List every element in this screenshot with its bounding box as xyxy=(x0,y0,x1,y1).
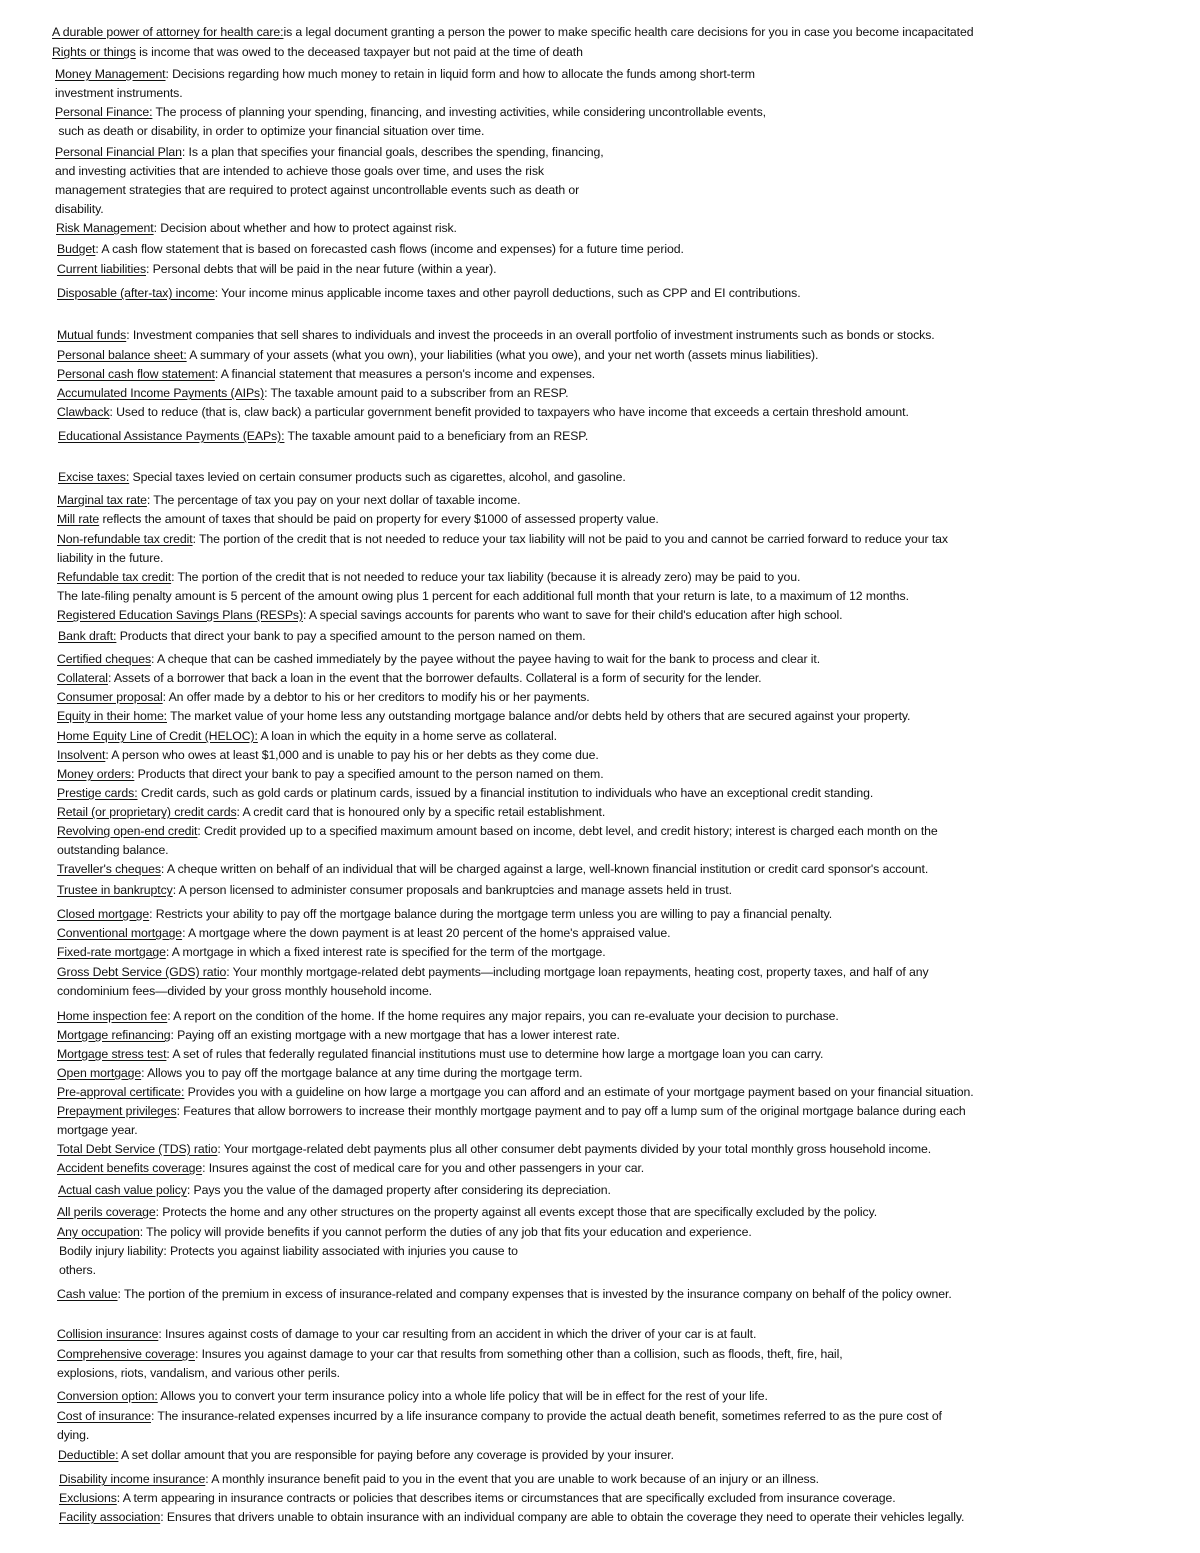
glossary-definition: : The insurance-related expenses incurred by a life insurance company to provide the actual death benefit, sometimes referred to as the pure cost of dying. xyxy=(57,1409,942,1442)
glossary-term: Accident benefits coverage xyxy=(57,1161,203,1175)
glossary-term: Exclusions xyxy=(59,1491,117,1505)
glossary-entry xyxy=(57,1102,966,1140)
glossary-entry xyxy=(57,1007,839,1026)
glossary-term: Revolving open-end credit xyxy=(57,824,198,838)
glossary-entry xyxy=(57,1387,768,1406)
glossary-definition: : A mortgage where the down payment is at least 20 percent of the home's appraised value. xyxy=(182,926,671,940)
glossary-term: Accumulated Income Payments (AIPs) xyxy=(57,386,265,400)
glossary-entry xyxy=(57,1203,877,1222)
glossary-term: Pre-approval certificate: xyxy=(57,1085,185,1099)
glossary-definition: : Allows you to pay off the mortgage balance at any time during the mortgage term. xyxy=(141,1066,583,1080)
glossary-term: Prestige cards: xyxy=(57,786,138,800)
glossary-term: Bank draft: xyxy=(58,629,117,643)
glossary-term: Prepayment privileges xyxy=(57,1104,177,1118)
glossary-term: Personal balance sheet: xyxy=(57,348,187,362)
glossary-entry xyxy=(55,65,755,103)
glossary-term: All perils coverage xyxy=(57,1205,156,1219)
glossary-definition: : The policy will provide benefits if you cannot perform the duties of any job that fits your education and experience. xyxy=(139,1225,752,1239)
glossary-term: Home Equity Line of Credit (HELOC): xyxy=(57,729,258,743)
glossary-entry xyxy=(52,43,583,62)
glossary-definition: : Investment companies that sell shares to individuals and invest the proceeds in an overall portfolio of investment instruments such as bonds or stocks. xyxy=(126,328,935,342)
glossary-entry xyxy=(57,260,497,279)
glossary-definition: Products that direct your bank to pay a specified amount to the person named on them. xyxy=(116,629,586,643)
glossary-definition: : Insures against costs of damage to your car resulting from an accident in which the driver of your car is at fault. xyxy=(158,1327,757,1341)
glossary-definition: Credit cards, such as gold cards or platinum cards, issued by a financial institution to individuals who have an exceptional credit standing. xyxy=(137,786,874,800)
glossary-definition: : Personal debts that will be paid in the near future (within a year). xyxy=(146,262,497,276)
glossary-entry xyxy=(59,1508,964,1527)
glossary-definition: : Restricts your ability to pay off the mortgage balance during the mortgage term unless you are willing to pay a financial penalty. xyxy=(149,907,833,921)
glossary-term: Personal Financial Plan xyxy=(55,145,182,159)
glossary-definition: Allows you to convert your term insurance policy into a whole life policy that will be in effect for the rest of your life. xyxy=(157,1389,768,1403)
glossary-definition: : A term appearing in insurance contracts or policies that describes items or circumstances that are specifically excluded from insurance coverage. xyxy=(116,1491,896,1505)
glossary-definition: : The portion of the credit that is not needed to reduce your tax liability (because it is already zero) may be paid to you. xyxy=(171,570,801,584)
glossary-term: Closed mortgage xyxy=(57,907,150,921)
glossary-term: Insolvent xyxy=(57,748,106,762)
glossary-definition: : Credit provided up to a specified maximum amount based on income, debt level, and credit history; interest is charged each month on the outstanding balance. xyxy=(57,824,938,857)
glossary-entry xyxy=(57,1325,756,1344)
glossary-definition: : Your income minus applicable income taxes and other payroll deductions, such as CPP and EI contributions. xyxy=(214,286,801,300)
glossary-definition: Products that direct your bank to pay a specified amount to the person named on them. xyxy=(134,767,604,781)
glossary-term: Risk Management xyxy=(56,221,154,235)
glossary-term: Cash value xyxy=(57,1287,118,1301)
glossary-entry xyxy=(57,1140,931,1159)
glossary-definition: reflects the amount of taxes that should be paid on property for every $1000 of assessed property value. xyxy=(99,512,659,526)
glossary-definition: The process of planning your spending, financing, and investing activities, while considering uncontrollable events, such as death or disability, in order to optimize your financial situation over time. xyxy=(58,105,766,138)
glossary-definition: : A person who owes at least $1,000 and is unable to pay his or her debts as they come due. xyxy=(105,748,599,762)
glossary-definition: Bodily injury liability: Protects you against liability associated with injuries you cause to others. xyxy=(59,1244,518,1277)
glossary-entry xyxy=(59,1489,896,1508)
glossary-term: Cost of insurance xyxy=(57,1409,151,1423)
glossary-definition: : Ensures that drivers unable to obtain insurance with an individual company are able to obtain the coverage they need to operate their vehicles legally. xyxy=(160,1510,965,1524)
glossary-entry xyxy=(57,346,818,365)
glossary-term: Trustee in bankruptcy xyxy=(57,883,173,897)
glossary-term: Retail (or proprietary) credit cards xyxy=(57,805,237,819)
glossary-entry xyxy=(57,924,670,943)
glossary-term: Facility association xyxy=(59,1510,161,1524)
glossary-term: Total Debt Service (TDS) ratio xyxy=(57,1142,218,1156)
glossary-entry xyxy=(57,530,948,568)
glossary-definition: : A set of rules that federally regulated financial institutions must use to determine how large a mortgage loan you can carry. xyxy=(166,1047,824,1061)
glossary-term: Budget xyxy=(57,242,96,256)
glossary-definition: : Assets of a borrower that back a loan in the event that the borrower defaults. Collateral is a form of security for the lender. xyxy=(107,671,762,685)
glossary-entry xyxy=(52,23,973,42)
glossary-entry xyxy=(57,905,832,924)
glossary-term: Any occupation xyxy=(57,1225,140,1239)
glossary-term: Mutual funds xyxy=(57,328,127,342)
glossary-entry xyxy=(58,627,586,646)
glossary-definition: : A person licensed to administer consumer proposals and bankruptcies and manage assets held in trust. xyxy=(172,883,732,897)
glossary-entry xyxy=(57,240,684,259)
glossary-definition: : The portion of the credit that is not needed to reduce your tax liability will not be paid to you and cannot be carried forward to reduce your tax liability in the future. xyxy=(57,532,948,565)
glossary-entry xyxy=(57,1026,620,1045)
glossary-term: Personal Finance: xyxy=(55,105,153,119)
glossary-term: Mortgage stress test xyxy=(57,1047,167,1061)
glossary-entry xyxy=(58,468,626,487)
glossary-term: Marginal tax rate xyxy=(57,493,147,507)
glossary-entry xyxy=(57,1083,974,1102)
glossary-term: Refundable tax credit xyxy=(57,570,172,584)
glossary-term: Gross Debt Service (GDS) ratio xyxy=(57,965,227,979)
glossary-entry xyxy=(57,587,909,606)
glossary-definition: : Paying off an existing mortgage with a new mortgage that has a lower interest rate. xyxy=(170,1028,620,1042)
glossary-definition: : Decision about whether and how to protect against risk. xyxy=(153,221,457,235)
glossary-entry xyxy=(57,384,568,403)
glossary-definition: : A mortgage in which a fixed interest rate is specified for the term of the mortgage. xyxy=(165,945,606,959)
glossary-entry xyxy=(57,765,604,784)
glossary-term: Current liabilities xyxy=(57,262,146,276)
glossary-entry xyxy=(57,1345,843,1383)
glossary-entry xyxy=(57,1285,952,1304)
glossary-term: Educational Assistance Payments (EAPs): xyxy=(58,429,285,443)
glossary-term: Actual cash value policy xyxy=(58,1183,187,1197)
glossary-definition: : Your mortgage-related debt payments plus all other consumer debt payments divided by your total monthly gross household income. xyxy=(217,1142,932,1156)
glossary-entry xyxy=(58,427,588,446)
glossary-definition: A summary of your assets (what you own), your liabilities (what you owe), and your net worth (assets minus liabilities). xyxy=(186,348,819,362)
glossary-entry xyxy=(57,284,801,303)
glossary-entry xyxy=(57,1159,644,1178)
glossary-definition: : A cheque that can be cashed immediately by the payee without the payee having to wait for the bank to process and clear it. xyxy=(151,652,821,666)
glossary-term: Money orders: xyxy=(57,767,135,781)
glossary-term: Excise taxes: xyxy=(58,470,130,484)
glossary-definition: : A credit card that is honoured only by a specific retail establishment. xyxy=(236,805,606,819)
glossary-entry xyxy=(57,803,605,822)
glossary-entry xyxy=(57,822,938,860)
glossary-entry xyxy=(57,606,842,625)
glossary-definition: : Insures against the cost of medical care for you and other passengers in your car. xyxy=(202,1161,645,1175)
glossary-term: Comprehensive coverage xyxy=(57,1347,195,1361)
glossary-entry xyxy=(57,707,910,726)
glossary-entry xyxy=(57,403,909,422)
glossary-entry xyxy=(57,727,557,746)
glossary-entry xyxy=(57,746,599,765)
glossary-term: Disposable (after-tax) income xyxy=(57,286,215,300)
glossary-definition: The taxable amount paid to a beneficiary from an RESP. xyxy=(284,429,589,443)
glossary-term: Registered Education Savings Plans (RESPs) xyxy=(57,608,303,622)
glossary-entry xyxy=(55,143,604,219)
glossary-term: Non-refundable tax credit xyxy=(57,532,193,546)
glossary-entry xyxy=(57,1045,823,1064)
glossary-entry xyxy=(58,1446,674,1465)
glossary-entry xyxy=(59,1470,819,1489)
glossary-definition: : Your monthly mortgage-related debt payments—including mortgage loan repayments, heating cost, property taxes, and half of any condominium fees—divided by your gross monthly household income. xyxy=(57,965,929,998)
glossary-entry xyxy=(57,688,590,707)
glossary-entry xyxy=(57,650,820,669)
glossary-term: A durable power of attorney for health care: xyxy=(52,25,284,39)
glossary-entry xyxy=(57,784,873,803)
glossary-entry xyxy=(57,1223,752,1242)
glossary-term: Certified cheques xyxy=(57,652,151,666)
glossary-term: Fixed-rate mortgage xyxy=(57,945,166,959)
glossary-entry xyxy=(56,219,457,238)
glossary-definition: A set dollar amount that you are responsible for paying before any coverage is provided by your insurer. xyxy=(118,1448,674,1462)
glossary-term: Consumer proposal xyxy=(57,690,163,704)
glossary-definition: : The portion of the premium in excess of insurance-related and company expenses that is invested by the insurance company on behalf of the policy owner. xyxy=(117,1287,952,1301)
glossary-definition: : The percentage of tax you pay on your next dollar of taxable income. xyxy=(146,493,521,507)
glossary-term: Conversion option: xyxy=(57,1389,158,1403)
glossary-entry xyxy=(57,1064,583,1083)
glossary-definition: A loan in which the equity in a home serve as collateral. xyxy=(257,729,557,743)
glossary-definition: : A monthly insurance benefit paid to you in the event that you are unable to work because of an injury or an illness. xyxy=(205,1472,819,1486)
glossary-term: Equity in their home: xyxy=(57,709,167,723)
glossary-entry xyxy=(57,881,732,900)
glossary-definition: : Pays you the value of the damaged property after considering its depreciation. xyxy=(186,1183,611,1197)
glossary-definition: : A special savings accounts for parents who want to save for their child's education after high school. xyxy=(302,608,843,622)
glossary-entry xyxy=(57,669,761,688)
glossary-definition: : Insures you against damage to your car that results from something other than a collision, such as floods, theft, fire, hail, explosions, riots, vandalism, and various other perils. xyxy=(57,1347,843,1380)
glossary-definition: : A report on the condition of the home. If the home requires any major repairs, you can re-evaluate your decision to purchase. xyxy=(167,1009,839,1023)
glossary-term: Collision insurance xyxy=(57,1327,159,1341)
glossary-entry xyxy=(57,568,800,587)
glossary-entry xyxy=(58,1181,611,1200)
glossary-term: Mill rate xyxy=(57,512,100,526)
glossary-entry xyxy=(59,1242,518,1280)
glossary-entry xyxy=(55,103,766,141)
glossary-term: Clawback xyxy=(57,405,110,419)
glossary-term: Conventional mortgage xyxy=(57,926,183,940)
glossary-term: Money Management xyxy=(55,67,166,81)
glossary-definition: : A cheque written on behalf of an individual that will be charged against a large, well-known financial institution or credit card sponsor's account. xyxy=(160,862,929,876)
glossary-definition: : Is a plan that specifies your financial goals, describes the spending, financing, and investing activities that are intended to achieve those goals over time, and uses the risk management strategies that are required to protect against uncontrollable events such as death or disability. xyxy=(55,145,604,216)
glossary-definition: : A cash flow statement that is based on forecasted cash flows (income and expenses) for a future time period. xyxy=(95,242,684,256)
glossary-definition: is a legal document granting a person the power to make specific health care decisions for you in case you become incapacitated xyxy=(283,25,974,39)
glossary-entry xyxy=(57,365,595,384)
glossary-term: Traveller's cheques xyxy=(57,862,161,876)
glossary-definition: Special taxes levied on certain consumer products such as cigarettes, alcohol, and gasoline. xyxy=(129,470,626,484)
glossary-definition: The late-filing penalty amount is 5 percent of the amount owing plus 1 percent for each additional full month that your return is late, to a maximum of 12 months. xyxy=(57,589,909,603)
glossary-definition: : A financial statement that measures a person's income and expenses. xyxy=(214,367,596,381)
glossary-definition: Provides you with a guideline on how large a mortgage you can afford and an estimate of your mortgage payment based on your financial situation. xyxy=(184,1085,974,1099)
glossary-definition: : Used to reduce (that is, claw back) a particular government benefit provided to taxpayers who have income that exceeds a certain threshold amount. xyxy=(109,405,909,419)
glossary-entry xyxy=(57,491,520,510)
glossary-entry xyxy=(57,860,928,879)
glossary-entry xyxy=(57,326,935,345)
glossary-term: Home inspection fee xyxy=(57,1009,168,1023)
glossary-definition: : The taxable amount paid to a subscriber from an RESP. xyxy=(264,386,569,400)
glossary-term: Disability income insurance xyxy=(59,1472,206,1486)
glossary-definition: : Decisions regarding how much money to retain in liquid form and how to allocate the funds among short-term investment instruments. xyxy=(55,67,755,100)
glossary-term: Mortgage refinancing xyxy=(57,1028,171,1042)
glossary-term: Personal cash flow statement xyxy=(57,367,215,381)
glossary-definition: : An offer made by a debtor to his or her creditors to modify his or her payments. xyxy=(162,690,590,704)
glossary-entry xyxy=(57,963,929,1001)
glossary-definition: is income that was owed to the deceased taxpayer but not paid at the time of death xyxy=(135,45,583,59)
glossary-term: Collateral xyxy=(57,671,108,685)
glossary-term: Rights or things xyxy=(52,45,136,59)
glossary-term: Deductible: xyxy=(58,1448,119,1462)
glossary-definition: The market value of your home less any outstanding mortgage balance and/or debts held by others that are secured against your property. xyxy=(167,709,911,723)
glossary-entry xyxy=(57,510,659,529)
glossary-term: Open mortgage xyxy=(57,1066,142,1080)
glossary-entry xyxy=(57,943,606,962)
glossary-definition: : Features that allow borrowers to increase their monthly mortgage payment and to pay off a lump sum of the original mortgage balance during each mortgage year. xyxy=(57,1104,966,1137)
glossary-entry xyxy=(57,1407,942,1445)
glossary-definition: : Protects the home and any other structures on the property against all events except those that are specifically excluded by the policy. xyxy=(155,1205,878,1219)
